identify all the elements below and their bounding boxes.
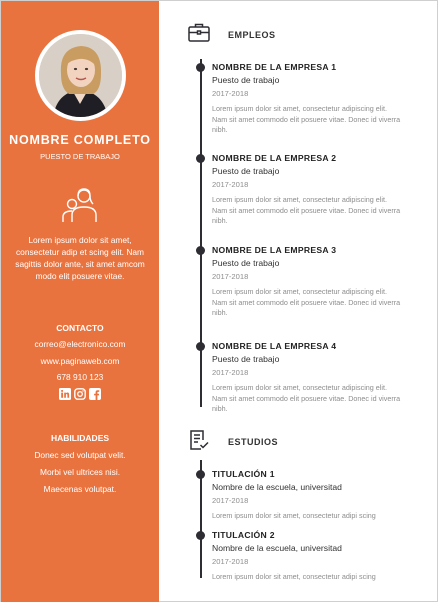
degree-title: TITULACIÓN 1 — [212, 469, 275, 479]
social-links — [59, 388, 101, 400]
timeline-dot — [196, 342, 205, 351]
linkedin-icon[interactable] — [59, 388, 71, 400]
timeline-dot — [196, 470, 205, 479]
skill-item: Donec sed volutpat velit. — [34, 450, 126, 460]
education-entry — [212, 530, 402, 583]
profile-people-icon — [60, 187, 100, 223]
about-text: Lorem ipsum dolor sit amet, consectetur adip et scing elit. Nam sagittis dolor ante, sit amet amcom modo elit posuere vitae. — [15, 235, 145, 281]
company-name: NOMBRE DE LA EMPRESA 3 — [212, 245, 337, 255]
job-years: 2017-2018 — [212, 272, 249, 281]
checklist-icon — [187, 429, 211, 451]
study-years: 2017-2018 — [212, 496, 249, 505]
job-position: Puesto de trabajo — [212, 354, 280, 364]
education-entry — [212, 469, 402, 522]
timeline-dot — [196, 246, 205, 255]
briefcase-icon — [187, 22, 211, 44]
job-position: Puesto de trabajo — [212, 258, 280, 268]
employment-heading: EMPLEOS — [228, 30, 276, 40]
job-title: PUESTO DE TRABAJO — [40, 152, 120, 161]
job-years: 2017-2018 — [212, 89, 249, 98]
skill-item: Maecenas volutpat. — [43, 484, 117, 494]
skills-heading: HABILIDADES — [50, 433, 110, 443]
degree-title: TITULACIÓN 2 — [212, 530, 275, 540]
job-entry — [212, 245, 402, 319]
school-name: Nombre de la escuela, universitad — [212, 482, 342, 492]
profile-photo — [39, 34, 122, 117]
job-years: 2017-2018 — [212, 368, 249, 377]
skill-item: Morbi vel ultrices nisi. — [39, 467, 121, 477]
timeline-dot — [196, 63, 205, 72]
job-position: Puesto de trabajo — [212, 75, 280, 85]
company-name: NOMBRE DE LA EMPRESA 2 — [212, 153, 337, 163]
company-name: NOMBRE DE LA EMPRESA 1 — [212, 62, 337, 72]
study-years: 2017-2018 — [212, 557, 249, 566]
study-description: Lorem ipsum dolor sit amet, consectetur adipi scing — [212, 511, 376, 520]
job-description: Lorem ipsum dolor sit amet, consectetur adipiscing elit. Nam sit amet commodo elit posuere vitae. Donec id viverra nibh. — [212, 383, 401, 414]
timeline-dot — [196, 154, 205, 163]
job-description: Lorem ipsum dolor sit amet, consectetur adipiscing elit. Nam sit amet commodo elit posuere vitae. Donec id viverra nibh. — [212, 104, 401, 135]
full-name: NOMBRE COMPLETO — [9, 133, 151, 147]
job-description: Lorem ipsum dolor sit amet, consectetur adipiscing elit. Nam sit amet commodo elit posuere vitae. Donec id viverra nibh. — [212, 287, 401, 318]
job-description: Lorem ipsum dolor sit amet, consectetur adipiscing elit. Nam sit amet commodo elit posuere vitae. Donec id viverra nibh. — [212, 195, 401, 226]
facebook-icon[interactable] — [89, 388, 101, 400]
job-years: 2017-2018 — [212, 180, 249, 189]
timeline-dot — [196, 531, 205, 540]
job-position: Puesto de trabajo — [212, 166, 280, 176]
sidebar — [1, 1, 159, 602]
contact-website[interactable]: www.paginaweb.com — [40, 356, 120, 366]
education-heading: ESTUDIOS — [228, 437, 279, 447]
job-entry — [212, 62, 402, 136]
school-name: Nombre de la escuela, universitad — [212, 543, 342, 553]
contact-email[interactable]: correo@electronico.com — [34, 339, 126, 349]
study-description: Lorem ipsum dolor sit amet, consectetur adipi scing — [212, 572, 376, 581]
contact-heading: CONTACTO — [56, 323, 104, 333]
instagram-icon[interactable] — [74, 388, 86, 400]
company-name: NOMBRE DE LA EMPRESA 4 — [212, 341, 337, 351]
job-entry — [212, 153, 402, 227]
contact-phone: 678 910 123 — [56, 372, 104, 382]
job-entry — [212, 341, 402, 415]
profile-photo-frame — [35, 30, 126, 121]
employment-timeline — [200, 59, 202, 407]
